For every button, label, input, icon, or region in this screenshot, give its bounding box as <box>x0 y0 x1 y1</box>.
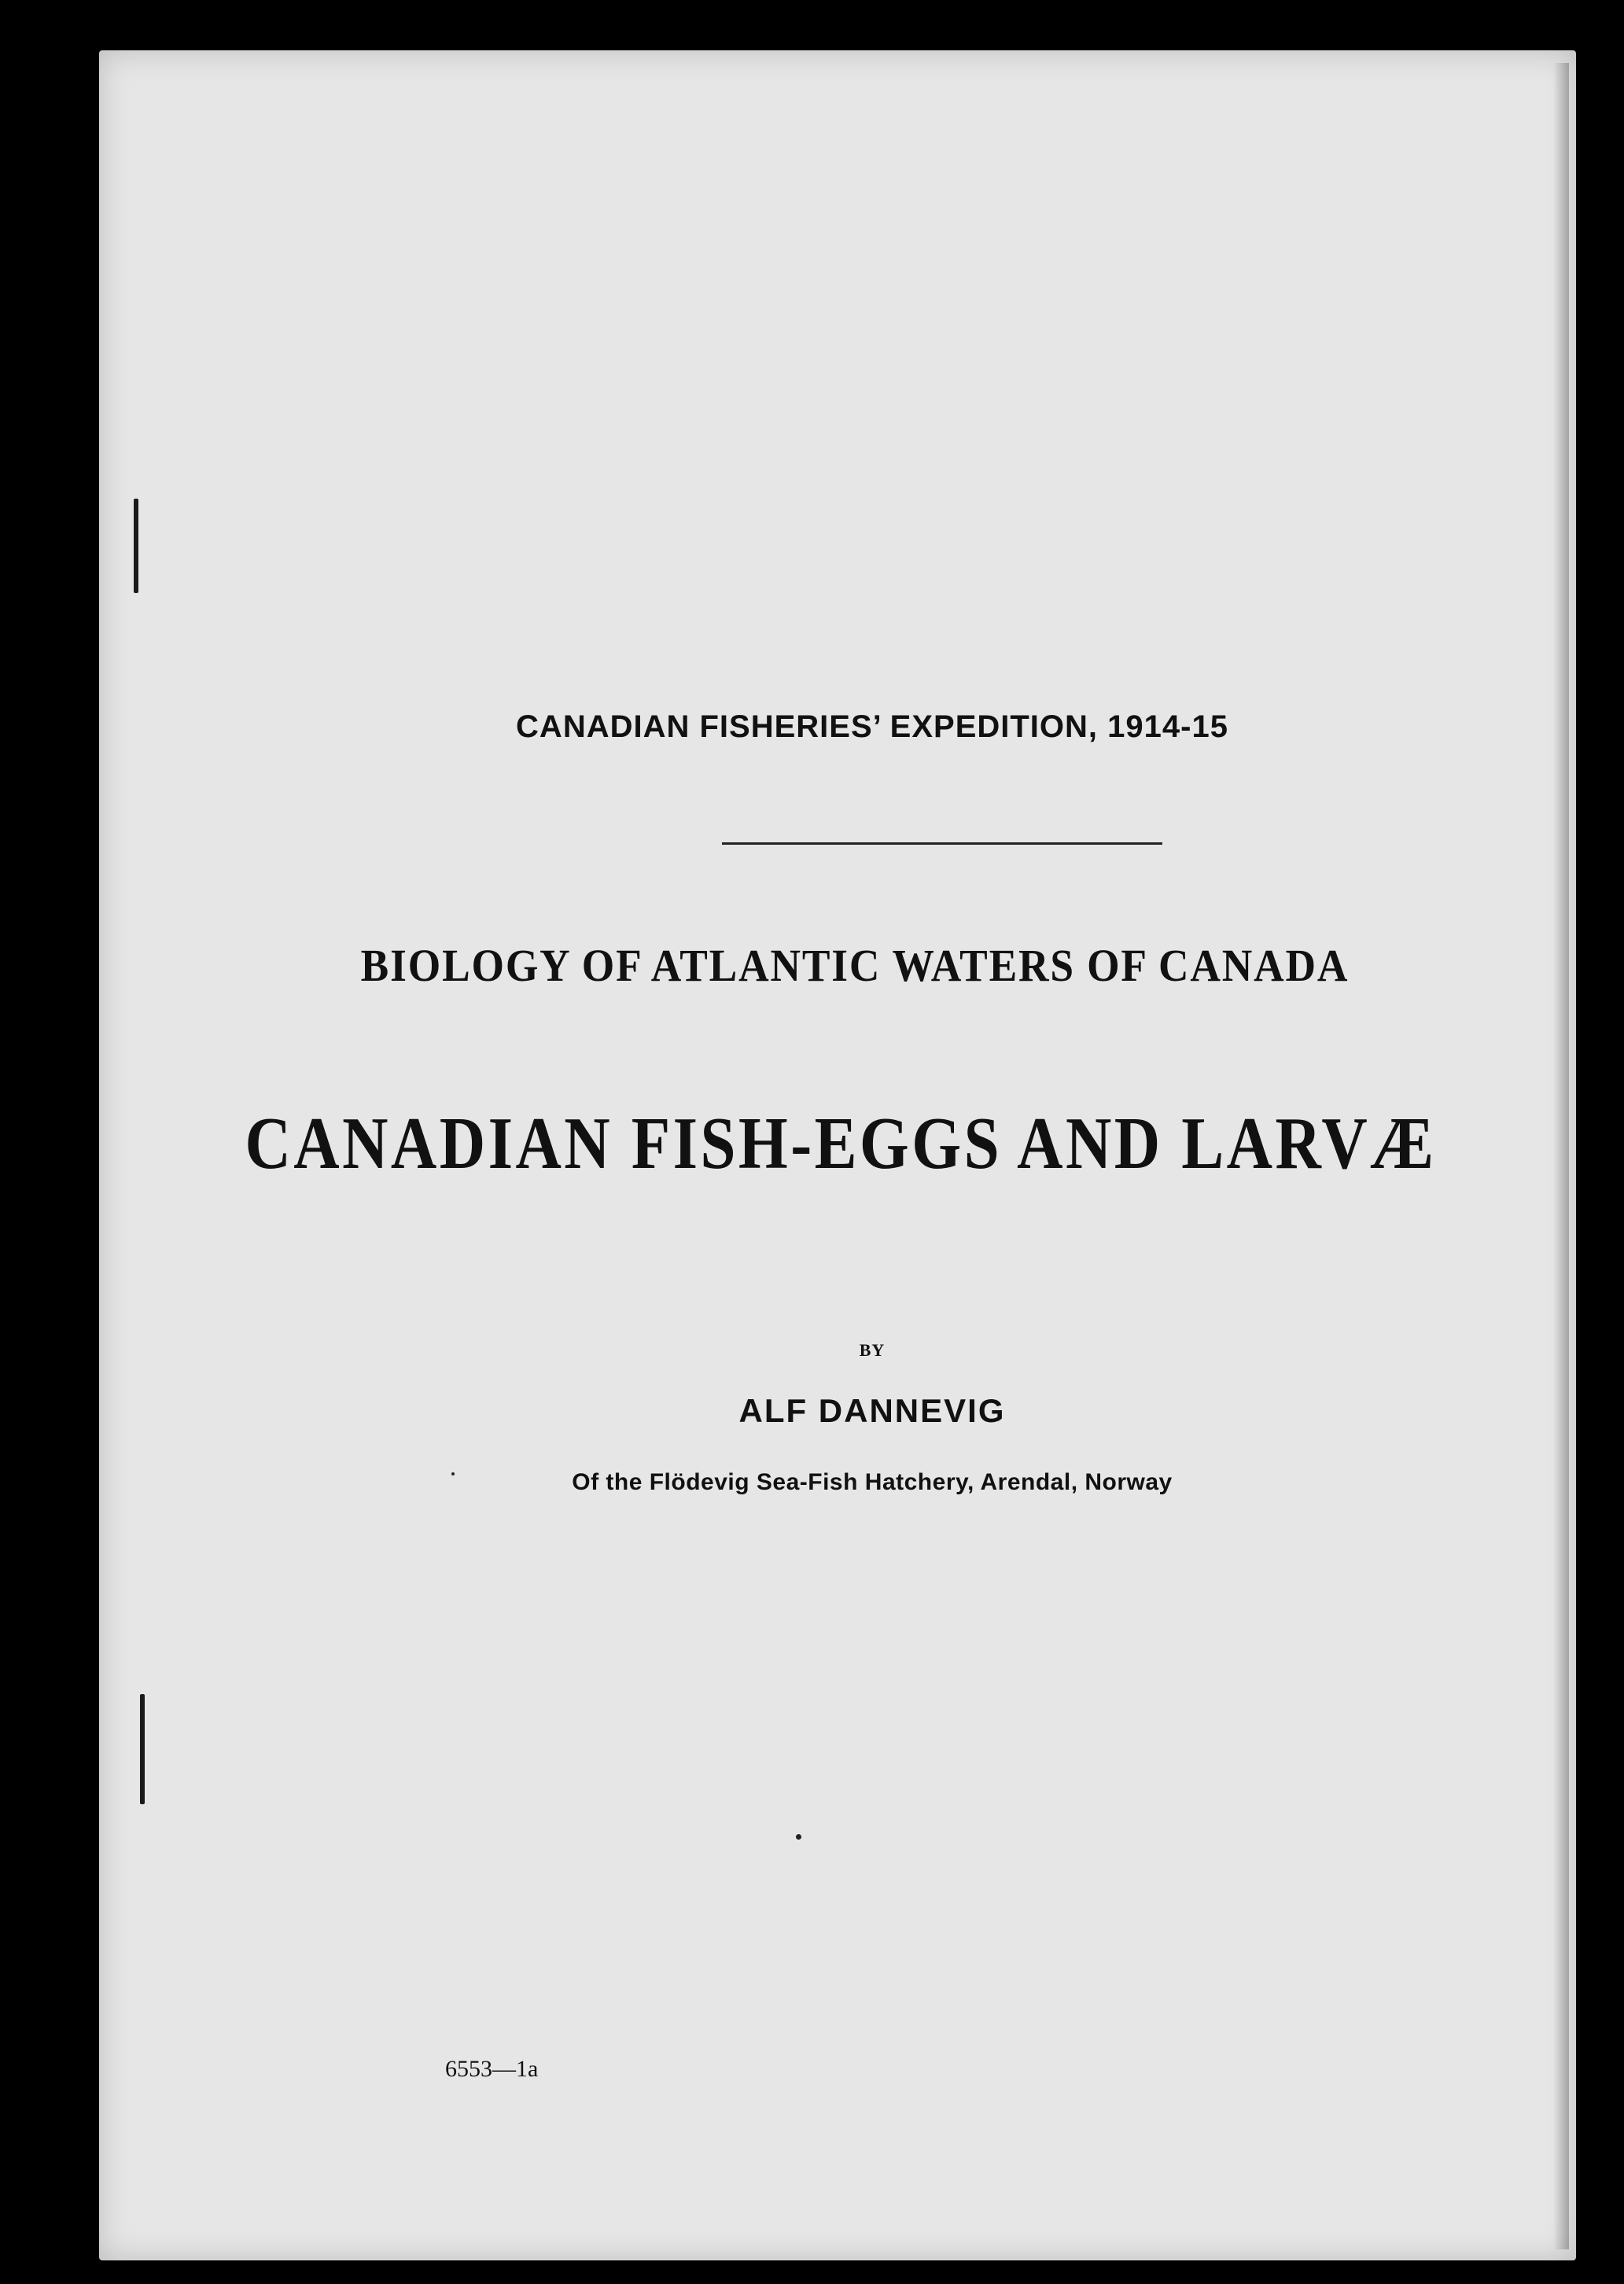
page-edge-shadow <box>1553 63 1569 2249</box>
print-code: 6553—1a <box>445 2056 539 2082</box>
author-affiliation: Of the Flödevig Sea-Fish Hatchery, Arendal, Norway <box>572 1469 1173 1495</box>
staple-mark-top <box>134 499 138 593</box>
title-divider <box>722 842 1162 845</box>
staple-mark-bottom <box>140 1694 145 1804</box>
title-page <box>99 50 1576 2260</box>
by-label: BY <box>859 1340 886 1360</box>
series-title: CANADIAN FISHERIES’ EXPEDITION, 1914-15 <box>516 709 1228 744</box>
ink-speck <box>451 1472 455 1475</box>
main-title: CANADIAN FISH-EGGS AND LARVÆ <box>245 1103 1437 1184</box>
author-name: ALF DANNEVIG <box>738 1392 1006 1429</box>
subtitle: BIOLOGY OF ATLANTIC WATERS OF CANADA <box>360 940 1350 991</box>
ink-speck <box>796 1834 801 1840</box>
